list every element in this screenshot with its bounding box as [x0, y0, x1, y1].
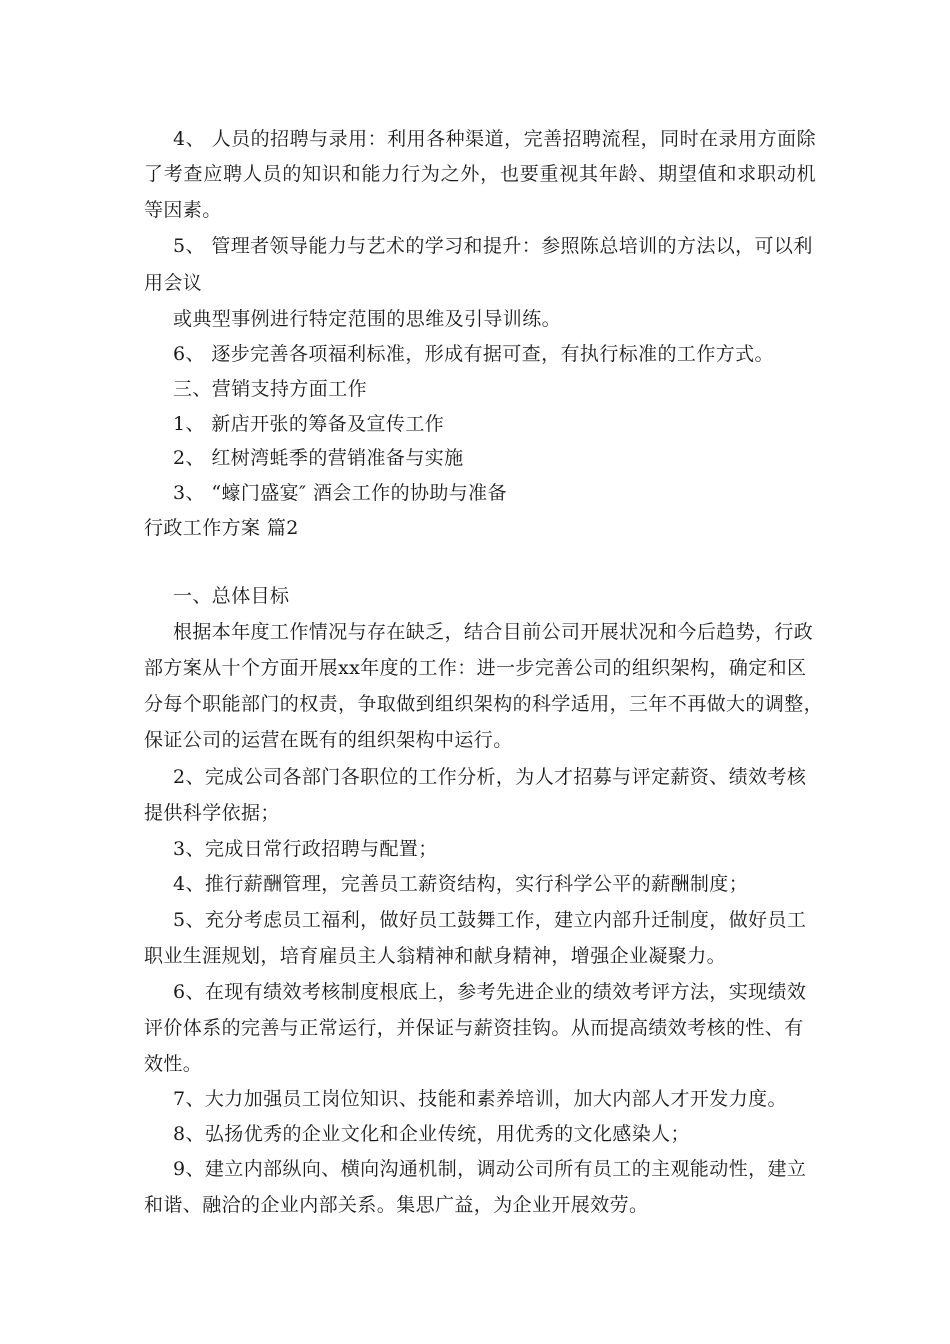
paragraph-line: 5、 管理者领导能力与艺术的学习和提升：参照陈总培训的方法以，可以利 [173, 235, 813, 257]
paragraph-line: 保证公司的运营在既有的组织架构中运行。 [144, 729, 513, 751]
list-item: 3、 “蠔门盛宴″ 酒会工作的协助与准备 [173, 482, 507, 504]
list-item: 7、大力加强员工岗位知识、技能和素养培训，加大内部人才开发力度。 [173, 1088, 787, 1110]
paragraph-line: 评价体系的完善与正常运行，并保证与薪资挂钩。从而提高绩效考核的性、有 [144, 1017, 804, 1039]
paragraph-line: 根据本年度工作情况与存在缺乏，结合目前公司开展状况和今后趋势，行政 [173, 621, 814, 643]
paragraph-line: 分每个职能部门的权责，争取做到组织架构的科学适用，三年不再做大的调整， [144, 693, 824, 715]
paragraph-line: 职业生涯规划，培育雇员主人翁精神和献身精神，增强企业凝聚力。 [144, 945, 727, 967]
paragraph-line: 2、完成公司各部门各职位的工作分析，为人才招募与评定薪资、绩效考核 [173, 766, 807, 788]
section-heading: 一、总体目标 [173, 585, 290, 607]
list-item: 1、 新店开张的筹备及宣传工作 [173, 413, 445, 435]
paragraph-line: 效性。 [144, 1053, 203, 1075]
paragraph-line: 部方案从十个方面开展xx年度的工作：进一步完善公司的组织架构，确定和区 [144, 657, 807, 679]
list-item: 3、完成日常行政招聘与配置； [173, 838, 438, 860]
paragraph-line: 用会议 [144, 272, 203, 294]
section-heading: 三、营销支持方面工作 [173, 378, 368, 400]
paragraph-line: 6、在现有绩效考核制度根底上，参考先进企业的绩效考评方法，实现绩效 [173, 981, 807, 1003]
paragraph-line: 6、 逐步完善各项福利标准，形成有据可查，有执行标准的工作方式。 [173, 343, 774, 365]
list-item: 8、弘扬优秀的企业文化和企业传统，用优秀的文化感染人； [173, 1123, 690, 1145]
paragraph-line: 9、建立内部纵向、横向沟通机制，调动公司所有员工的主观能动性，建立 [173, 1158, 807, 1180]
paragraph-line: 和谐、融洽的企业内部关系。集思广益，为企业开展效劳。 [144, 1194, 649, 1216]
list-item: 4、推行薪酬管理，完善员工薪资结构，实行科学公平的薪酬制度； [173, 873, 749, 895]
paragraph-line: 了考查应聘人员的知识和能力行为之外，也要重视其年龄、期望值和求职动机 [144, 163, 816, 185]
list-item: 2、 红树湾蚝季的营销准备与实施 [173, 447, 464, 469]
section-title: 行政工作方案 篇2 [144, 517, 299, 539]
paragraph-line: 等因素。 [144, 199, 222, 221]
paragraph-line: 5、充分考虑员工福利，做好员工鼓舞工作，建立内部升迁制度，做好员工 [173, 909, 807, 931]
paragraph-line: 或典型事例进行特定范围的思维及引导训练。 [173, 308, 562, 330]
paragraph-line: 提供科学依据； [144, 802, 280, 824]
paragraph-line: 4、 人员的招聘与录用：利用各种渠道，完善招聘流程，同时在录用方面除 [173, 128, 816, 150]
